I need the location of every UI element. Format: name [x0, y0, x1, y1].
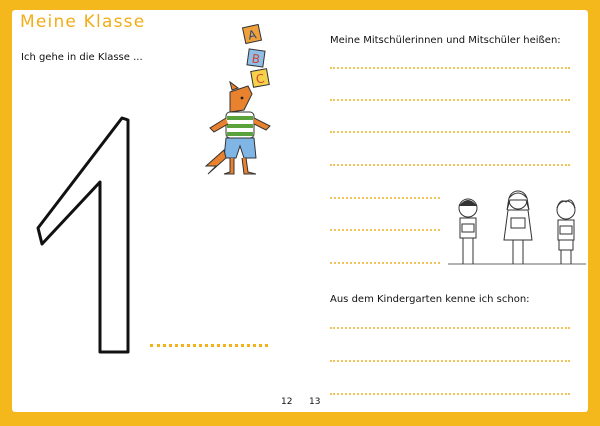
kindergarten-prompt: Aus dem Kindergarten kenne ich schon:	[330, 294, 530, 305]
classmates-write-line-5[interactable]	[330, 197, 440, 199]
classmates-write-line-3[interactable]	[330, 131, 570, 133]
children-with-gifts-illustration	[448, 186, 588, 278]
class-write-line[interactable]	[150, 344, 268, 347]
classmates-write-line-2[interactable]	[330, 99, 570, 101]
number-one-outline	[30, 110, 140, 360]
fox-juggling-letters-illustration	[200, 20, 275, 180]
kindergarten-write-line-1[interactable]	[330, 327, 570, 329]
letter-b: B	[250, 51, 261, 67]
classmates-write-line-1[interactable]	[330, 67, 570, 69]
classmates-prompt: Meine Mitschülerinnen und Mitschüler heißen:	[330, 35, 561, 46]
book-gutter	[299, 10, 301, 412]
page-number-right: 13	[309, 397, 321, 407]
classmates-write-line-7[interactable]	[330, 262, 440, 264]
class-prompt: Ich gehe in die Klasse ...	[21, 52, 143, 63]
classmates-write-line-6[interactable]	[330, 229, 440, 231]
page-number-left: 12	[281, 397, 293, 407]
letter-c: C	[254, 71, 266, 87]
letter-a: A	[246, 27, 258, 43]
kindergarten-write-line-2[interactable]	[330, 360, 570, 362]
classmates-write-line-4[interactable]	[330, 164, 570, 166]
page-title: Meine Klasse	[20, 12, 146, 32]
kindergarten-write-line-3[interactable]	[330, 393, 570, 395]
